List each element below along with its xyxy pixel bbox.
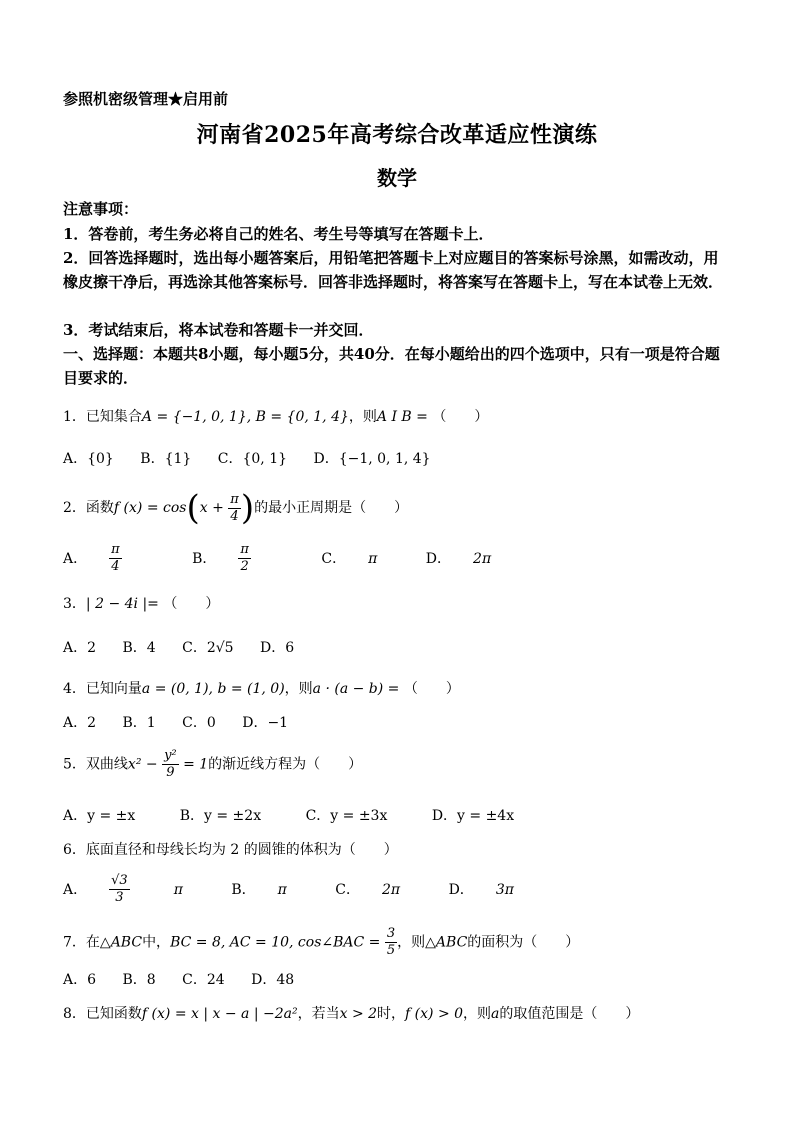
q7-expr: BC = 8, AC = 10, cos∠BAC = (170, 934, 385, 951)
q3-suffix: （ ） (163, 596, 220, 612)
q1-options (63, 448, 453, 468)
q3-prefix: 3． (63, 596, 86, 612)
question-4 (63, 678, 460, 698)
q8-expr: f (x) = x | x − a | −2a² (141, 1006, 298, 1022)
question-8: 8．已知函数f (x) = x | x − a | −2a²，若当x > 2时，f (x) > 0，则a的取值范围是（ ） (63, 1006, 640, 1022)
q7-options (63, 969, 316, 989)
question-5 (63, 748, 362, 781)
q4-expr2: a · (a − b) = (312, 681, 404, 697)
q1-mid: ，则 (348, 409, 377, 425)
q7-option-a: A．6 (63, 972, 97, 988)
q2-option-c: C． π (321, 550, 378, 567)
q5-option-c: C．y = ±3x (305, 808, 388, 824)
question-2: 2．函数f (x) = cos(x + $\frac{\pi}{4}$ )的最小正周期是（ ） (63, 488, 409, 528)
section-instructions: 一、选择题：本题共8小题，每小题5分，共40分．在每小题给出的四个选项中，只有一项是符合题目要求的． (63, 345, 720, 387)
q4-option-c: C．0 (182, 715, 216, 731)
notice-heading: 注意事项： (63, 200, 139, 218)
subject-title: 数学 (377, 166, 417, 190)
q2-prefix: 2．函数 (63, 500, 114, 516)
q4-option-d: D．−1 (242, 715, 289, 731)
q3-option-a: A．2 (63, 640, 97, 656)
q1-option-b: B．{1} (140, 451, 192, 467)
q1-option-c: C．{0, 1} (217, 451, 288, 467)
q3-option-d: D．6 (260, 640, 295, 656)
q6-options (63, 873, 558, 906)
q6-option-b: B． π (231, 881, 287, 898)
q3-option-b: B．4 (122, 640, 156, 656)
exam-title: 河南省2025年高考综合改革适应性演练 (196, 122, 598, 148)
q1-suffix: （ ） (432, 409, 489, 425)
q2-fraction: $\frac{\pi}{4}$ (230, 491, 239, 524)
q5-suffix: 的渐近线方程为（ ） (208, 756, 363, 773)
q4-mid: ，则 (284, 681, 313, 697)
q4-option-a: A．2 (63, 715, 97, 731)
q6-option-a: A． $\frac{√3}{3}$ π (63, 873, 183, 905)
q2-inner: x + (199, 500, 229, 516)
q8-expr2: f (x) > 0 (405, 1006, 464, 1022)
q7-prefix: 7．在△ (63, 934, 111, 951)
q4-expr: a = (0, 1), b = (1, 0) (141, 681, 285, 697)
q2-expr: f (x) = cos (113, 500, 187, 516)
q1-sets: A = {−1, 0, 1}, B = {0, 1, 4} (141, 409, 349, 425)
question-7: 7．在△ABC中，BC = 8, AC = 10, cos∠BAC = $\frac{3}{5}$ ，则△ABC的面积为（ ） (63, 926, 580, 958)
question-1 (63, 406, 488, 426)
question-6: 6．底面直径和母线长均为 2 的圆锥的体积为（ ） (63, 842, 398, 858)
q5-option-a: A．y = ±x (63, 808, 136, 824)
q8-cond: x > 2 (339, 1006, 378, 1022)
q7-option-c: C．24 (182, 972, 225, 988)
q6-option-d: D． 3π (448, 881, 514, 898)
q5-prefix: 5．双曲线 (63, 756, 128, 773)
q2-option-b: B． $\frac{\pi}{2}$ (192, 542, 249, 574)
q7-option-b: B．8 (122, 972, 156, 988)
q3-expr: | 2 − 4i |= (85, 596, 164, 612)
notice-item-3: 3．考试结束后，将本试卷和答题卡一并交回． (63, 321, 374, 339)
question-3 (63, 593, 219, 613)
q1-prefix: 1．已知集合 (63, 409, 142, 425)
q5-option-d: D．y = ±4x (431, 808, 515, 824)
q4-options (63, 712, 310, 732)
q2-option-d: D． 2π (425, 550, 492, 567)
q4-prefix: 4．已知向量 (63, 681, 142, 697)
q5-tail: = 1 (178, 756, 209, 773)
q8-suffix: 的取值范围是（ ） (499, 1006, 640, 1022)
q2-suffix: 的最小正周期是（ ） (254, 500, 409, 516)
q4-option-b: B．1 (122, 715, 156, 731)
q1-expr: A I B = (376, 409, 433, 425)
q7-fraction: $\frac{3}{5}$ (386, 926, 396, 958)
q7-suffix: 的面积为（ ） (467, 934, 580, 951)
notice-item-2: 2．回答选择题时，选出每小题答案后，用铅笔把答题卡上对应题目的答案标号涂黑，如需改动，用橡皮擦干净后，再选涂其他答案标号．回答非选择题时，将答案写在答题卡上，写在本试卷上无效． (63, 249, 724, 291)
q7-option-d: D．48 (251, 972, 295, 988)
q5-options (63, 805, 536, 825)
notice-item-1: 1．答卷前，考生务必将自己的姓名、考生号等填写在答题卡上． (63, 225, 494, 243)
q5-fraction: $\frac{\text{y²}}{9}$ (164, 748, 177, 780)
q5-lead: x² − (127, 756, 163, 773)
q1-option-d: D．{−1, 0, 1, 4} (313, 451, 431, 467)
q3-option-c: C．2√5 (182, 640, 234, 656)
q1-option-a: A．{0} (63, 451, 114, 467)
q6-option-c: C． 2π (335, 881, 401, 898)
confidential-label: 参照机密级管理★启用前 (63, 90, 229, 108)
q5-option-b: B．y = ±2x (179, 808, 262, 824)
q8-prefix: 8．已知函数 (63, 1006, 142, 1022)
q2-options (63, 542, 535, 575)
q4-suffix: （ ） (403, 681, 460, 697)
q3-options (63, 637, 316, 657)
q2-option-a: A． $\frac{\pi}{4}$ (63, 542, 120, 574)
